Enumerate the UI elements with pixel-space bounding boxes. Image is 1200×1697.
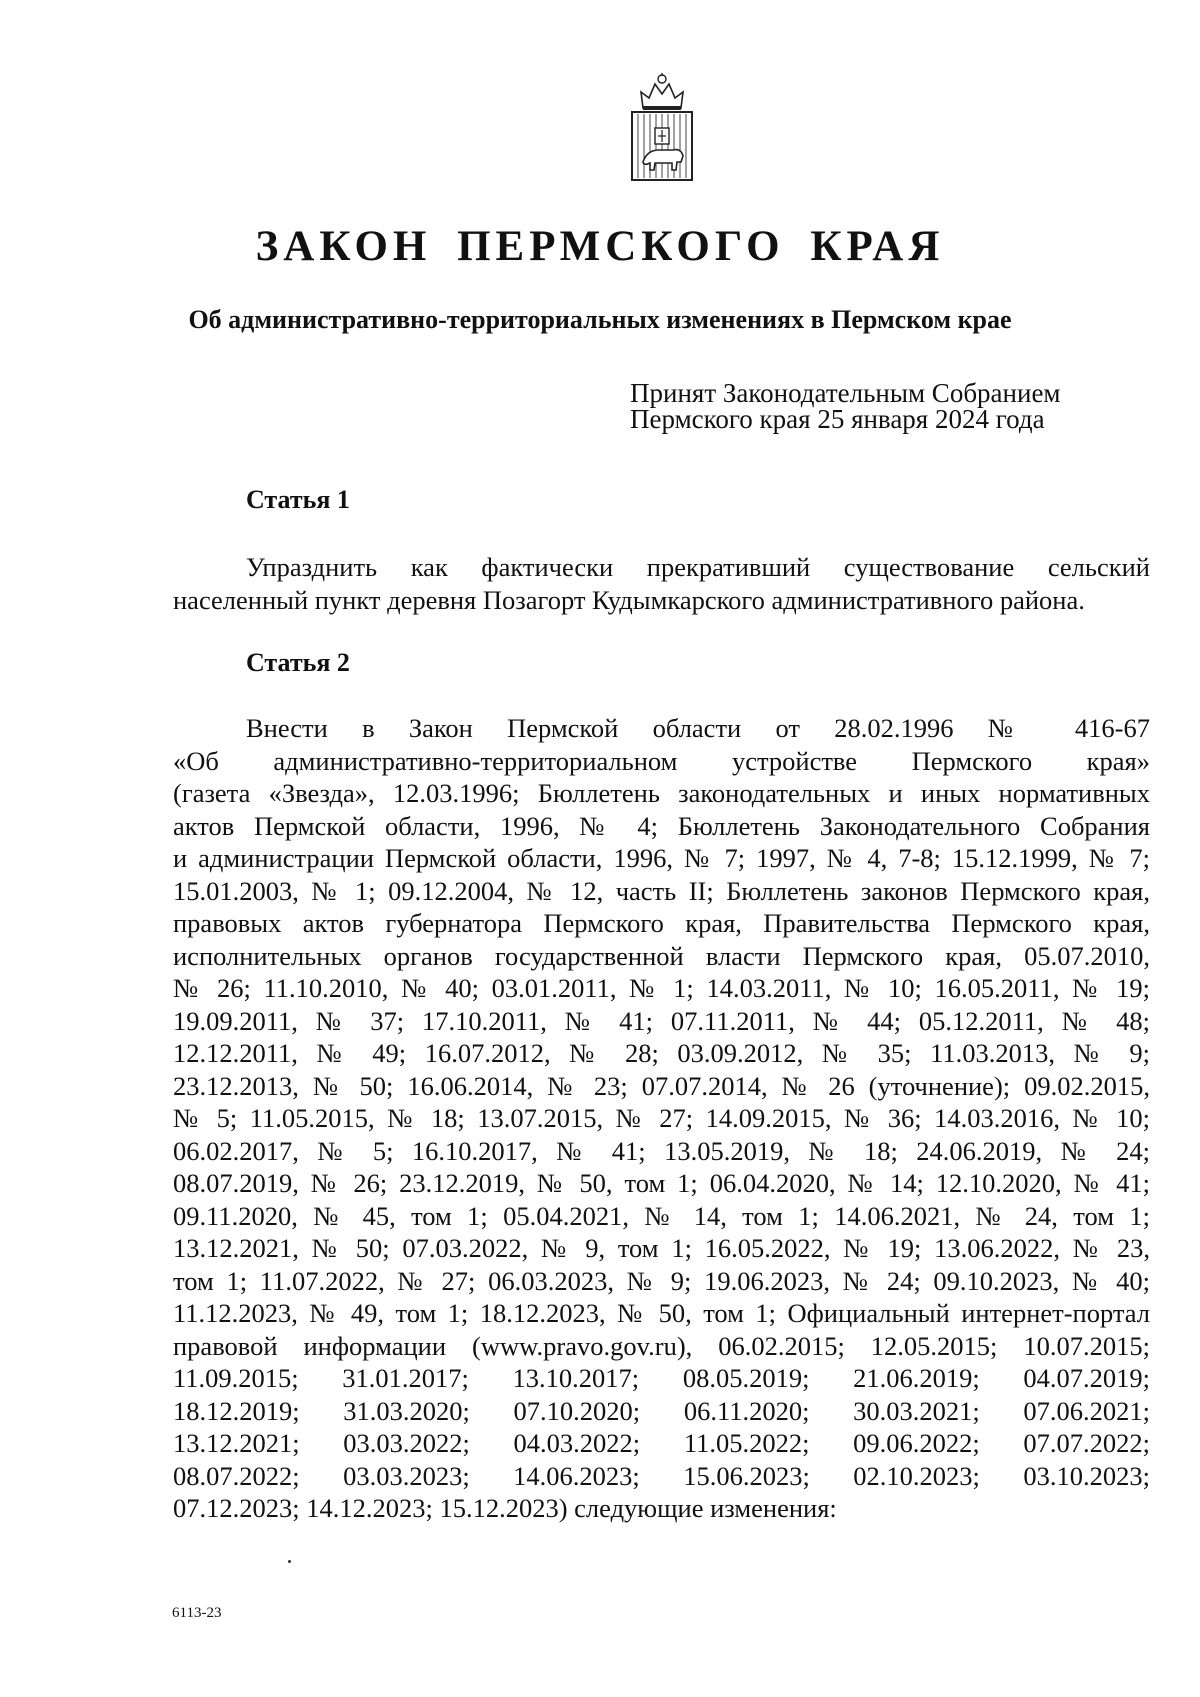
text-line: «Об административно-территориальном устройстве Пермского края» (173, 745, 1150, 776)
text-line: 06.02.2017, № 5; 16.10.2017, № 41; 13.05.2019, № 18; 24.06.2019, № 24; (173, 1135, 1150, 1166)
text-line: правовой информации (www.pravo.gov.ru), 06.02.2015; 12.05.2015; 10.07.2015; (173, 1330, 1150, 1361)
adoption-note (630, 380, 1150, 432)
text-line: исполнительных органов государственной власти Пермского края, 05.07.2010, (173, 940, 1150, 971)
text-line: 23.12.2013, № 50; 16.06.2014, № 23; 07.07.2014, № 26 (уточнение); 09.02.2015, (173, 1070, 1150, 1101)
text-line: 18.12.2019; 31.03.2020; 07.10.2020; 06.11.2020; 30.03.2021; 07.06.2021; (173, 1395, 1150, 1426)
text-line: Упразднить как фактически прекративший существование сельский (246, 552, 1150, 582)
text-line: 11.09.2015; 31.01.2017; 13.10.2017; 08.05.2019; 21.06.2019; 04.07.2019; (173, 1363, 1150, 1393)
text-line: 13.12.2021; 03.03.2022; 04.03.2022; 11.05.2022; 09.06.2022; 07.07.2022; (173, 1428, 1150, 1458)
text-line: том 1; 11.07.2022, № 27; 06.03.2023, № 9; 19.06.2023, № 24; 09.10.2023, № 40; (173, 1265, 1150, 1296)
article-2-text (173, 712, 1150, 1525)
text-line: 15.01.2003, № 1; 09.12.2004, № 12, часть II; Бюллетень законов Пермского края, (173, 875, 1150, 906)
article-1-text (173, 551, 1150, 616)
text-line: 07.12.2023; 14.12.2023; 15.12.2023) следующие изменения: (173, 1493, 837, 1523)
text-line: № 26; 11.10.2010, № 40; 03.01.2011, № 1; 14.03.2011, № 10; 16.05.2011, № 19; (173, 973, 1150, 1003)
text-line: правовых актов губернатора Пермского края, Правительства Пермского края, (173, 908, 1150, 938)
page-title: ЗАКОН ПЕРМСКОГО КРАЯ (255, 223, 945, 270)
article-2-heading: Статья 2 (246, 648, 350, 677)
text-line: Внести в Закон Пермской области от 28.02.1996 № 416-67 (246, 713, 1150, 743)
text-line: 11.12.2023, № 49, том 1; 18.12.2023, № 50, том 1; Официальный интернет-портал (173, 1298, 1150, 1328)
text-line: № 5; 11.05.2015, № 18; 13.07.2015, № 27; 14.09.2015, № 36; 14.03.2016, № 10; (173, 1103, 1150, 1133)
text-line: 09.11.2020, № 45, том 1; 05.04.2021, № 14, том 1; 14.06.2021, № 24, том 1; (173, 1200, 1150, 1231)
text-line: и администрации Пермской области, 1996, № 7; 1997, № 4, 7-8; 15.12.1999, № 7; (173, 843, 1150, 873)
law-subtitle: Об административно-территориальных изменениях в Пермском крае (188, 305, 1012, 334)
article-1-heading: Статья 1 (246, 485, 350, 514)
document-number: 6113-23 (172, 1605, 222, 1621)
scan-speck (288, 1560, 291, 1563)
adoption-line: Пермского края 25 января 2024 года (630, 404, 1045, 434)
text-line: 08.07.2019, № 26; 23.12.2019, № 50, том 1; 06.04.2020, № 14; 12.10.2020, № 41; (173, 1168, 1150, 1198)
text-line: 19.09.2011, № 37; 17.10.2011, № 41; 07.11.2011, № 44; 05.12.2011, № 48; (173, 1005, 1150, 1036)
text-line: 13.12.2021, № 50; 07.03.2022, № 9, том 1; 16.05.2022, № 19; 13.06.2022, № 23, (173, 1233, 1150, 1263)
text-line: 08.07.2022; 03.03.2023; 14.06.2023; 15.06.2023; 02.10.2023; 03.10.2023; (173, 1460, 1150, 1491)
text-line: 12.12.2011, № 49; 16.07.2012, № 28; 03.09.2012, № 35; 11.03.2013, № 9; (173, 1038, 1150, 1068)
coat-of-arms-icon (629, 70, 695, 186)
text-line: (газета «Звезда», 12.03.1996; Бюллетень законодательных и иных нормативных (173, 778, 1150, 808)
text-line: актов Пермской области, 1996, № 4; Бюллетень Законодательного Собрания (173, 810, 1150, 841)
adoption-line: Принят Законодательным Собранием (630, 378, 1061, 408)
text-line: населенный пункт деревня Позагорт Кудымкарского административного района. (173, 584, 1085, 615)
